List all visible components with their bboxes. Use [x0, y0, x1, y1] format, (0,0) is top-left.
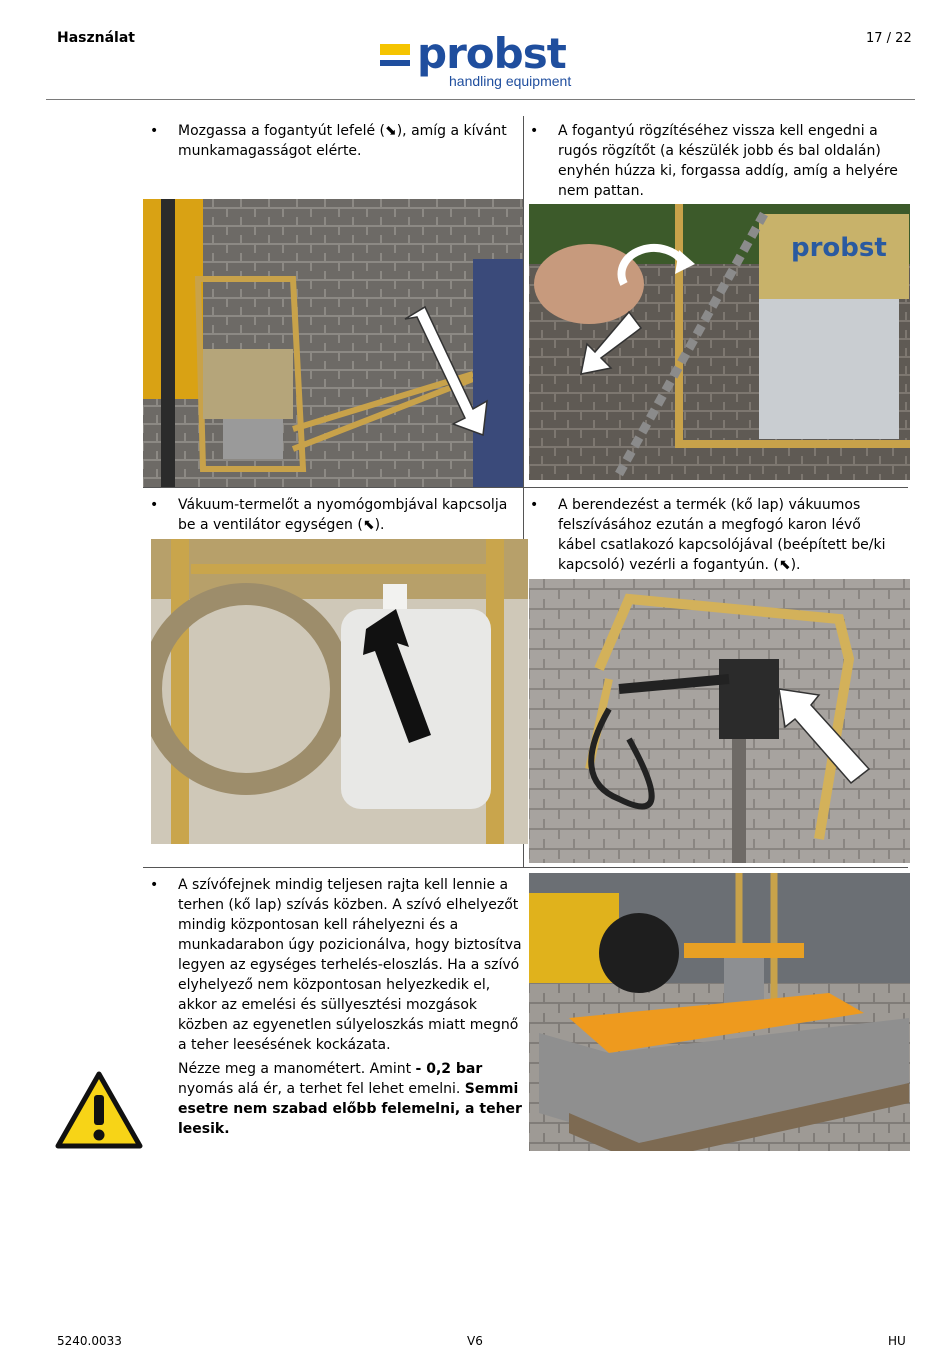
step-text: Vákuum-termelőt a nyomógombjával kapcsolja be a ventilátor egységen (⬉).	[178, 497, 508, 533]
logo-blue-bar	[380, 60, 410, 66]
warning-triangle-icon	[55, 1071, 143, 1149]
logo-yellow-bar	[380, 44, 410, 55]
step-text: A fogantyú rögzítéséhez vissza kell engedni a rugós rögzítőt (a készülék jobb és bal oldalán) enyhén húzza ki, forgassa addíg, amíg a helyére nem pattan.	[558, 123, 898, 199]
step-text: A berendezést a termék (kő lap) vákuumos felszívásához ezután a megfogó karon lévő kábel csatlakozó kapcsolójával (beépített be/ki kapcsoló) vezérli a fogantyún. (⬉).	[558, 497, 886, 573]
photo-handle-down	[143, 199, 523, 487]
bullet: •	[530, 497, 539, 513]
probst-logo	[377, 29, 592, 95]
section-title: Használat	[57, 30, 135, 46]
step-item	[150, 495, 515, 537]
bullet: •	[150, 877, 159, 893]
row-divider-1	[143, 487, 908, 488]
step-item	[530, 121, 910, 203]
page-number: 17 / 22	[866, 31, 912, 46]
warning-text: Semmi esetre nem szabad előbb felemelni, a teher leesik.	[178, 1081, 522, 1137]
step-text: A szívófejnek mindig teljesen rajta kell lennie a terhen (kő lap) szívás közben. A szívó elhelyezőt mindig központosan kell ráhelyezni és a munkadarabon úgy pozicionálva, hogy biztosítva legyen az egységes terhelés-eloszlás. Ha a szívó elyhelyező nem központosan helyezkedik el, akkor az emelési és süllyesztési mozgások közben az egyenetlen súlyeloszkás miatt megnő a teher leesésének kockázata.	[178, 877, 522, 1053]
footer-doc-number: 5240.0033	[57, 1334, 122, 1348]
footer-version: V6	[467, 1334, 483, 1348]
manometer-note: Nézze meg a manométert. Amint - 0,2 bar nyomás alá ér, a terhet fel lehet emelni. Semmi esetre nem szabad előbb felemelni, a teher leesik.	[178, 1061, 522, 1137]
bullet: •	[150, 497, 159, 513]
step-item	[150, 875, 520, 1145]
photo-vacuum-button	[151, 539, 528, 844]
footer-language: HU	[888, 1334, 906, 1348]
logo-wordmark: probst	[417, 29, 566, 78]
step-item	[150, 121, 515, 163]
step-text: Mozgassa a fogantyút lefelé (⬊), amíg a kívánt munkamagasságot elérte.	[178, 123, 507, 159]
photo-handle-switch	[529, 579, 910, 863]
bullet: •	[530, 123, 539, 139]
pressure-value: - 0,2 bar	[415, 1061, 483, 1077]
photo-suction-pad-on-stone	[529, 873, 910, 1151]
step-item	[530, 495, 910, 577]
logo-tagline: handling equipment	[449, 73, 572, 89]
row-divider-2	[143, 867, 908, 868]
bullet: •	[150, 123, 159, 139]
header-divider	[46, 99, 915, 100]
svg-text:probst: probst	[791, 233, 887, 263]
photo-spring-latch	[529, 204, 910, 480]
